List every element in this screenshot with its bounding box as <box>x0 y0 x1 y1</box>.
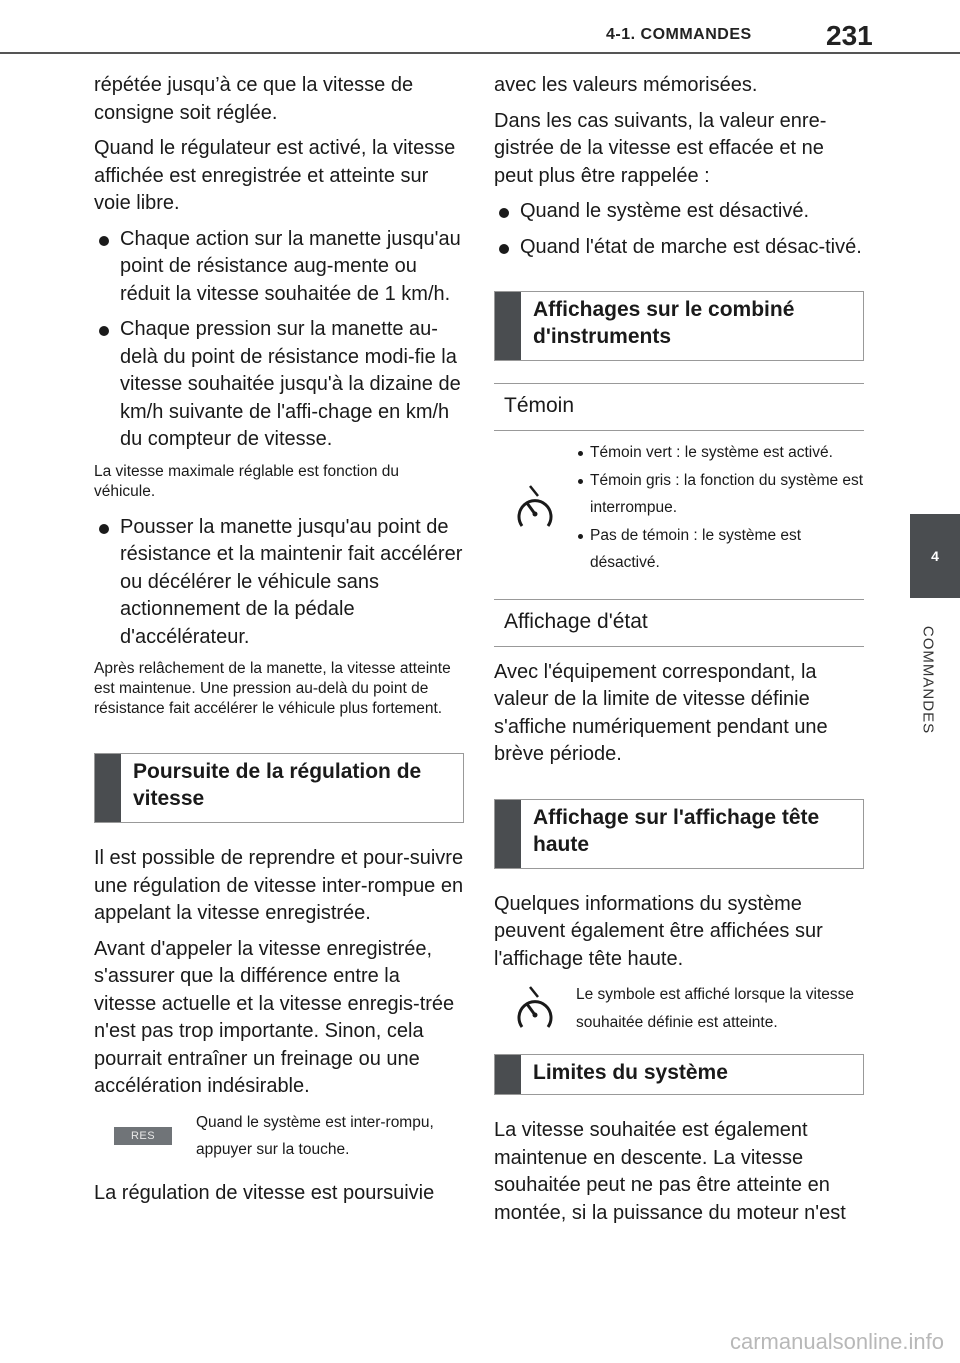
cruise-control-speedometer-icon <box>494 985 576 1033</box>
temoin-item: Témoin vert : le système est activé. <box>576 439 864 467</box>
paragraph: La vitesse souhaitée est également maintenue en descente. La vitesse souhaitée peut ne pas être atteinte en montée, si la puissance du moteur n'est <box>494 1119 846 1224</box>
bullet-dot-icon <box>99 326 109 336</box>
section-heading: Poursuite de la régulation de vitesse <box>133 760 422 810</box>
cruise-control-speedometer-icon <box>494 484 576 532</box>
paragraph: Quelques informations du système peuvent également être affichées sur l'affichage tête haute. <box>494 892 823 970</box>
bullet-text: Quand l'état de marche est désac-tivé. <box>520 235 862 258</box>
note: La vitesse maximale réglable est fonction du véhicule. <box>94 462 399 500</box>
page-number: 231 <box>826 20 873 51</box>
temoin-list <box>576 439 864 577</box>
paragraph: Avec l'équipement correspondant, la valeur de la limite de vitesse définie s'affiche numériquement pendant une brève période. <box>494 660 828 765</box>
paragraph: Quand le régulateur est activé, la vitesse affichée est enregistrée et atteinte sur voie libre. <box>94 137 456 214</box>
bullet-item <box>94 226 464 309</box>
bullet-dot-icon <box>99 236 109 246</box>
bullet-item <box>94 514 464 652</box>
heading-bar <box>95 754 121 822</box>
subheading: Témoin <box>494 383 864 431</box>
subheading: Affichage d'état <box>494 599 864 647</box>
section-heading-box <box>494 1054 864 1095</box>
temoin-item: Pas de témoin : le système est désactivé. <box>576 522 864 577</box>
header-rule <box>0 52 960 54</box>
note: Après relâchement de la manette, la vitesse atteinte est maintenue. Une pression au-delà du point de résistance fait accélérer le véhicule plus fortement. <box>94 660 451 717</box>
bullet-dot-icon <box>499 244 509 254</box>
hud-note: Le symbole est affiché lorsque la vitesse souhaitée définie est atteinte. <box>576 986 855 1031</box>
section-heading-box <box>494 291 864 361</box>
hud-row <box>494 981 864 1036</box>
chapter-tab: 4 <box>910 514 960 598</box>
bullet-item <box>494 234 864 262</box>
chapter-label-text: COMMANDES <box>919 625 937 735</box>
section-heading: Affichages sur le combiné d'instruments <box>533 298 795 348</box>
bullet-text: Pousser la manette jusqu'au point de résistance et la maintenir fait accélérer ou décélérer le véhicule sans actionnement de la pédale d'accélérateur. <box>120 515 463 648</box>
res-note: Quand le système est inter-rompu, appuyer sur la touche. <box>196 1113 434 1158</box>
bullet-item <box>494 198 864 226</box>
temoin-item: Témoin gris : la fonction du système est interrompue. <box>576 467 864 522</box>
paragraph: La régulation de vitesse est poursuivie <box>94 1181 435 1204</box>
chapter-side-label <box>898 610 958 750</box>
section-heading: Limites du système <box>533 1061 728 1084</box>
paragraph: avec les valeurs mémorisées. <box>494 74 758 96</box>
paragraph: répétée jusqu’à ce que la vitesse de consigne soit réglée. <box>94 74 414 124</box>
bullet-item <box>94 316 464 454</box>
watermark: carmanualsonline.info <box>729 1329 944 1354</box>
res-button-figure <box>94 1127 192 1145</box>
section-heading-box <box>94 753 464 823</box>
bullet-text: Quand le système est désactivé. <box>520 200 810 222</box>
bullet-text: Chaque pression sur la manette au-delà du point de résistance modi-fie la vitesse souhaitée jusqu'à la dizaine de km/h suivante de l'affi-chage en km/h du compteur de vitesse. <box>120 318 461 450</box>
heading-bar <box>495 1055 521 1094</box>
res-button-row <box>94 1109 464 1164</box>
left-column <box>94 72 464 1215</box>
right-column <box>494 72 864 1235</box>
heading-bar <box>495 292 521 360</box>
paragraph: Dans les cas suivants, la valeur enre-gistrée de la vitesse est effacée et ne peut plus être rappelée : <box>494 109 827 187</box>
temoin-row <box>494 439 864 577</box>
bullet-dot-icon <box>99 524 109 534</box>
bullet-dot-icon <box>499 208 509 218</box>
section-heading: Affichage sur l'affichage tête haute <box>533 805 820 856</box>
section-heading-box <box>494 799 864 869</box>
paragraph: Avant d'appeler la vitesse enregistrée, s'assurer que la différence entre la vitesse actuelle et la vitesse enregis-trée n'est pas trop importante. Sinon, cela pourrait entraîner un freinage ou une accélération indésirable. <box>94 937 455 1097</box>
heading-bar <box>495 800 521 868</box>
res-button-icon: RES <box>114 1127 172 1145</box>
paragraph: Il est possible de reprendre et pour-suivre une régulation de vitesse inter-rompue en appelant la vitesse enregistrée. <box>94 847 464 924</box>
bullet-text: Chaque action sur la manette jusqu'au point de résistance aug-mente ou réduit la vitesse souhaitée de 1 km/h. <box>120 227 461 305</box>
running-header-section: 4-1. COMMANDES <box>606 26 752 43</box>
